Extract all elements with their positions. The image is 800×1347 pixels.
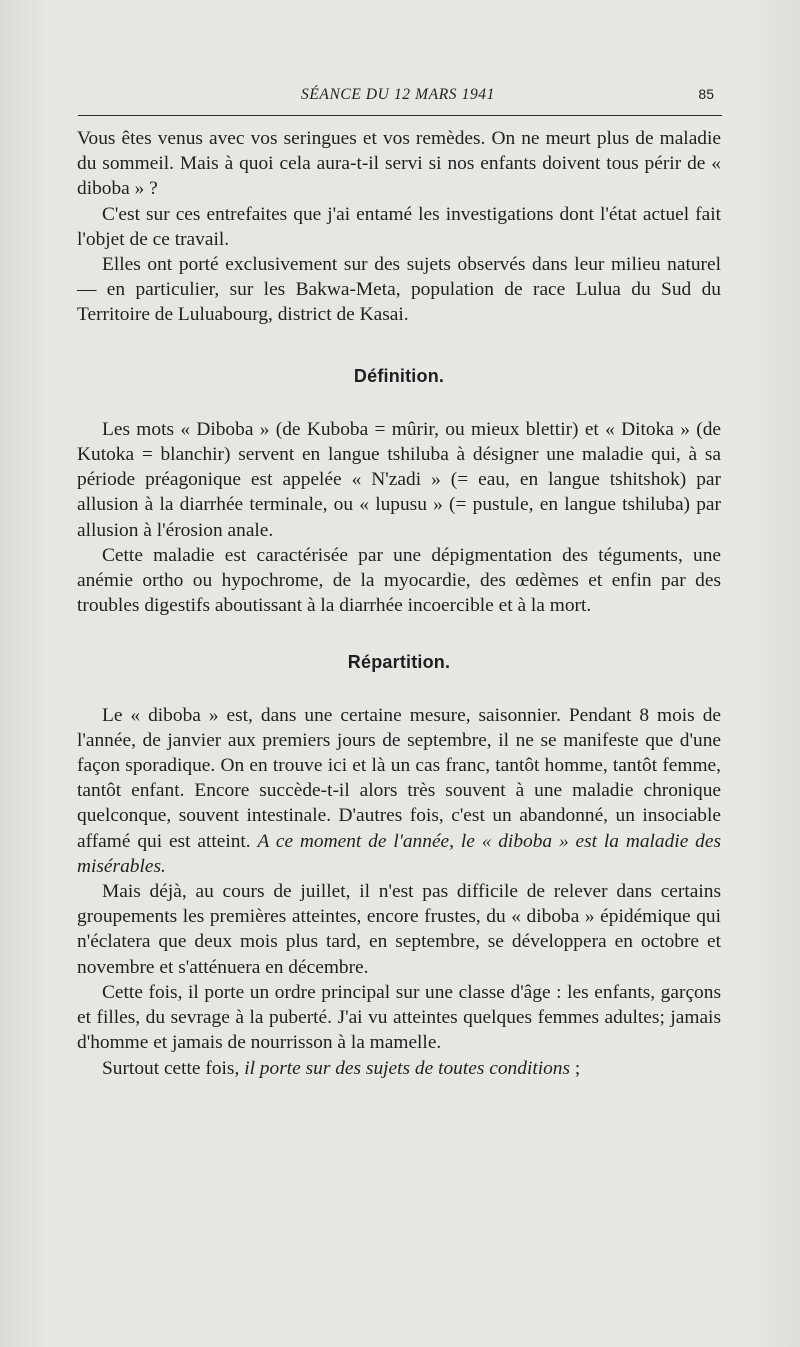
intro-paragraph-2: C'est sur ces entrefaites que j'ai entamé les investigations dont l'état actuel fait l'objet de ce travail. — [77, 203, 721, 250]
section-heading-repartition: Répartition. — [347, 652, 451, 673]
repartition-p4-text: Surtout cette fois, — [102, 1057, 240, 1079]
repartition-p4-italic: il porte sur des sujets de toutes conditions — [244, 1057, 571, 1079]
intro-paragraph-1: Vous êtes venus avec vos seringues et vos remèdes. On ne meurt plus de maladie du sommeil. Mais à quoi cela aura-t-il servi si nos enfants doivent tous périr de « diboba » ? — [77, 128, 721, 200]
page-number: 85 — [698, 86, 714, 102]
header-rule — [78, 115, 722, 116]
running-title: SÉANCE DU 12 MARS 1941 — [300, 86, 495, 103]
intro-paragraph-3: Elles ont porté exclusivement sur des sujets observés dans leur milieu naturel — en particulier, sur les Bakwa-Meta, population de race Lulua du Sud du Territoire de Luluabourg, district de Kasai. — [77, 254, 721, 326]
repartition-paragraph-2: Mais déjà, au cours de juillet, il n'est pas difficile de relever dans certains groupements les premières atteintes, encore frustes, du « diboba » épidémique qui n'éclatera que deux mois plus tard, en septembre, se développera en octobre et novembre et s'atténuera en décembre. — [77, 881, 721, 978]
repartition-p1-italic: A ce moment de l'année, le « diboba » est la maladie des misérables. — [77, 830, 721, 877]
repartition-p4-end: ; — [574, 1057, 581, 1079]
definition-paragraph-2: Cette maladie est caractérisée par une dépigmentation des téguments, une anémie ortho ou hypochrome, de la myocardie, des œdèmes et enfin par des troubles digestifs aboutissant à la diarrhée incoercible et à la mort. — [77, 544, 721, 617]
repartition-paragraph-1 — [77, 703, 721, 879]
section-heading-definition: Définition. — [353, 365, 445, 386]
repartition-paragraph-3: Cette fois, il porte un ordre principal sur une classe d'âge : les enfants, garçons et filles, du sevrage à la puberté. J'ai vu atteintes quelques femmes adultes; jamais d'homme et jamais de nourrisson à la mamelle. — [77, 981, 721, 1054]
definition-paragraph-1: Les mots « Diboba » (de Kuboba = mûrir, ou mieux blettir) et « Ditoka » (de Kutoka = blanchir) servent en langue tshiluba à désigner une maladie qui, à sa période préagonique est appelée « N'zadi » (= eau, en langue tshitshok) par allusion à la diarrhée terminale, ou « lupusu » (= pustule, en langue tshiluba) par allusion à l'érosion anale. — [77, 418, 721, 541]
body-text — [77, 126, 721, 1081]
running-head — [76, 86, 720, 108]
repartition-p1-text: Le « diboba » est, dans une certaine mesure, saisonnier. Pendant 8 mois de l'année, de janvier aux premiers jours de septembre, il ne se manifeste que d'une façon sporadique. On en trouve ici et là un cas franc, tantôt homme, tantôt femme, tantôt enfant. Encore succède-t-il alors très souvent à une maladie chronique quelconque, souvent intestinale. D'autres fois, c'est un abandonné, un insociable affamé qui est atteint. — [77, 704, 721, 852]
repartition-paragraph-4 — [77, 1056, 721, 1081]
